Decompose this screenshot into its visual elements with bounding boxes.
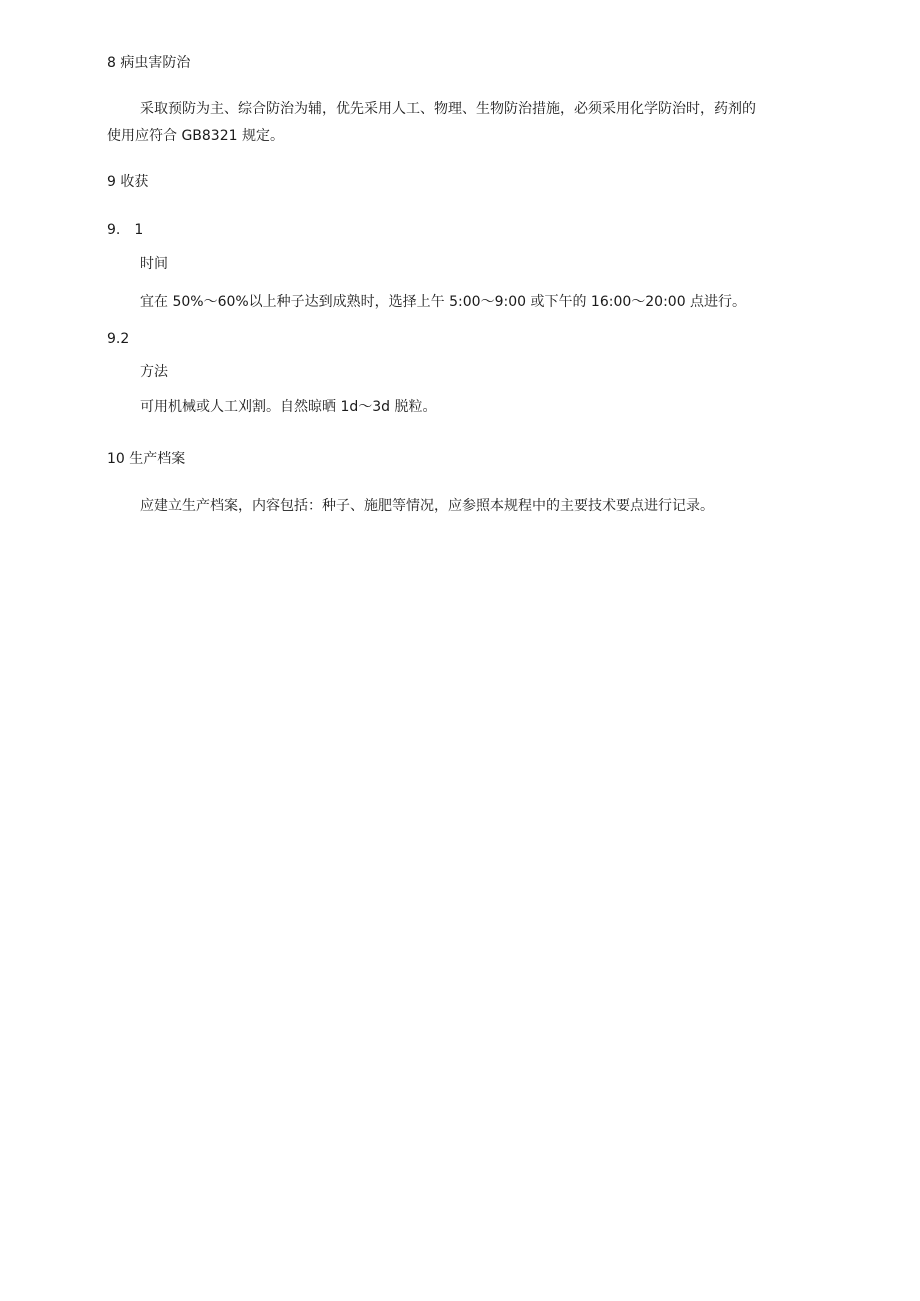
section-9-2-number: 9.2 (107, 331, 130, 347)
section-8-heading: 8 病虫害防治 (107, 55, 191, 71)
section-10-heading: 10 生产档案 (107, 451, 186, 467)
section-8-paragraph-line-2: 使用应符合 GB8321 规定。 (107, 128, 284, 144)
section-9-2-title: 方法 (140, 364, 168, 380)
section-9-heading: 9 收获 (107, 174, 149, 190)
section-10-paragraph: 应建立生产档案，内容包括：种子、施肥等情况，应参照本规程中的主要技术要点进行记录。 (140, 498, 714, 514)
section-9-1-title: 时间 (140, 256, 168, 272)
section-9-1-text: 宜在 50%～60%以上种子达到成熟时，选择上午 5:00～9:00 或下午的 16:00～20:00 点进行。 (140, 294, 747, 310)
section-9-1-number: 9. 1 (107, 222, 144, 238)
section-8-paragraph-line-1: 采取预防为主、综合防治为辅，优先采用人工、物理、生物防治措施，必须采用化学防治时，药剂的 (140, 101, 756, 117)
section-9-2-text: 可用机械或人工刈割。自然晾晒 1d～3d 脱粒。 (140, 399, 437, 415)
